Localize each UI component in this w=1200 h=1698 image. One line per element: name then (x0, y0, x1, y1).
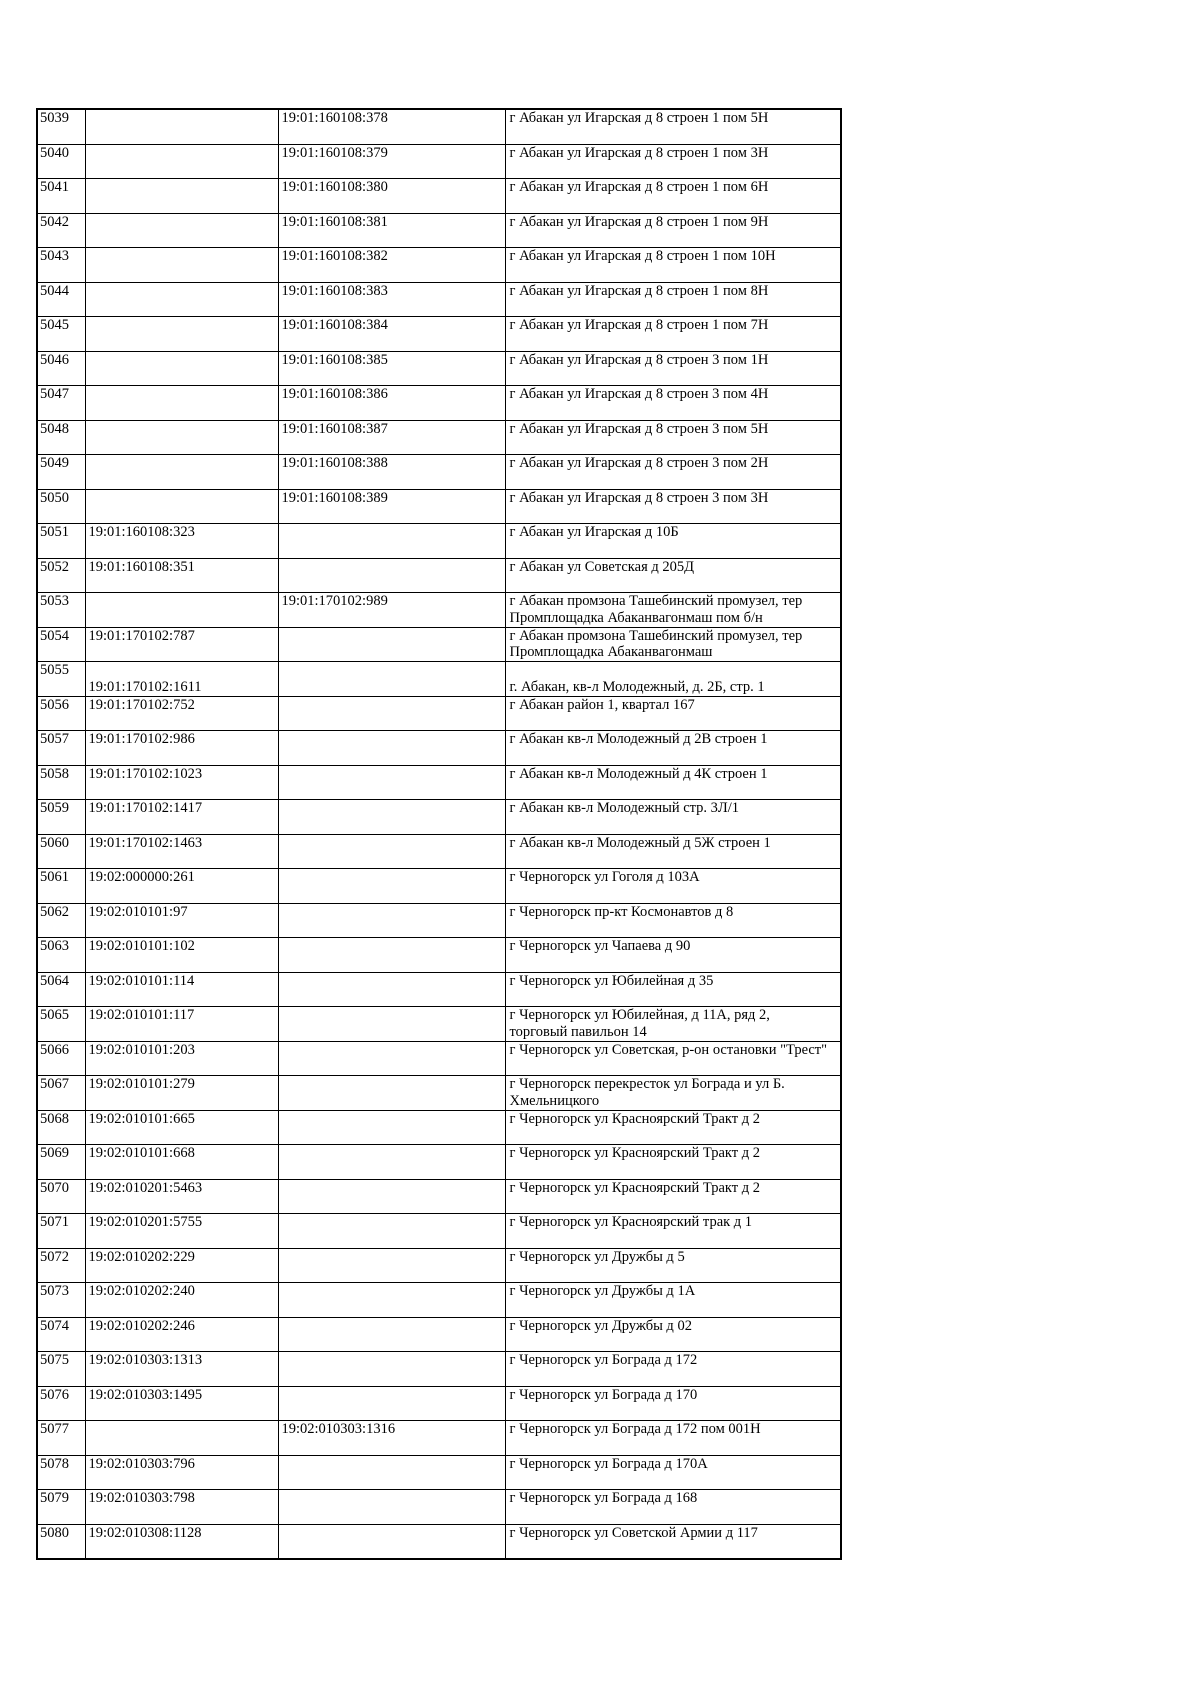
address-cell: г Абакан ул Игарская д 10Б (505, 524, 841, 559)
premise-cadastral-number-cell (278, 1490, 505, 1525)
address-cell: г Черногорск ул Бограда д 172 (505, 1352, 841, 1387)
premise-cadastral-number-cell (278, 1283, 505, 1318)
premise-cadastral-number-cell (278, 834, 505, 869)
premise-cadastral-number-cell (278, 1455, 505, 1490)
premise-cadastral-number-cell: 19:02:010303:1316 (278, 1421, 505, 1456)
parcel-cadastral-number-cell (85, 1421, 278, 1456)
row-number-cell: 5070 (37, 1179, 85, 1214)
table-row (37, 903, 841, 938)
table-row (37, 455, 841, 490)
parcel-cadastral-number-cell: 19:01:170102:1611 (85, 662, 278, 697)
address-cell: г Черногорск ул Бограда д 170А (505, 1455, 841, 1490)
table-row (37, 1455, 841, 1490)
parcel-cadastral-number-cell: 19:02:010101:102 (85, 938, 278, 973)
premise-cadastral-number-cell: 19:01:160108:388 (278, 455, 505, 490)
row-number-cell: 5046 (37, 351, 85, 386)
row-number-cell: 5054 (37, 627, 85, 662)
premise-cadastral-number-cell (278, 1524, 505, 1559)
address-cell: г Черногорск ул Красноярский Тракт д 2 (505, 1179, 841, 1214)
row-number-cell: 5074 (37, 1317, 85, 1352)
parcel-cadastral-number-cell: 19:02:000000:261 (85, 869, 278, 904)
premise-cadastral-number-cell (278, 1041, 505, 1076)
row-number-cell: 5076 (37, 1386, 85, 1421)
address-cell: г Черногорск ул Бограда д 170 (505, 1386, 841, 1421)
address-cell: г. Абакан, кв-л Молодежный, д. 2Б, стр. 1 (505, 662, 841, 697)
premise-cadastral-number-cell: 19:01:160108:384 (278, 317, 505, 352)
premise-cadastral-number-cell (278, 869, 505, 904)
address-cell: г Черногорск ул Красноярский Тракт д 2 (505, 1110, 841, 1145)
row-number-cell: 5077 (37, 1421, 85, 1456)
address-cell: г Абакан кв-л Молодежный д 2В строен 1 (505, 731, 841, 766)
premise-cadastral-number-cell (278, 765, 505, 800)
premise-cadastral-number-cell: 19:01:160108:389 (278, 489, 505, 524)
parcel-cadastral-number-cell: 19:02:010202:240 (85, 1283, 278, 1318)
parcel-cadastral-number-cell: 19:02:010201:5755 (85, 1214, 278, 1249)
address-cell: г Абакан ул Советская д 205Д (505, 558, 841, 593)
row-number-cell: 5050 (37, 489, 85, 524)
row-number-cell: 5059 (37, 800, 85, 835)
premise-cadastral-number-cell: 19:01:160108:379 (278, 144, 505, 179)
table-row (37, 1317, 841, 1352)
row-number-cell: 5072 (37, 1248, 85, 1283)
premise-cadastral-number-cell: 19:01:160108:387 (278, 420, 505, 455)
row-number-cell: 5066 (37, 1041, 85, 1076)
parcel-cadastral-number-cell (85, 420, 278, 455)
address-cell: г Абакан промзона Ташебинский промузел, тер Промплощадка Абаканвагонмаш (505, 627, 841, 662)
row-number-cell: 5039 (37, 109, 85, 144)
parcel-cadastral-number-cell: 19:01:170102:1417 (85, 800, 278, 835)
premise-cadastral-number-cell (278, 524, 505, 559)
address-cell: г Абакан ул Игарская д 8 строен 1 пом 5Н (505, 109, 841, 144)
row-number-cell: 5063 (37, 938, 85, 973)
parcel-cadastral-number-cell (85, 213, 278, 248)
row-number-cell: 5075 (37, 1352, 85, 1387)
table-row (37, 938, 841, 973)
row-number-cell: 5079 (37, 1490, 85, 1525)
parcel-cadastral-number-cell: 19:02:010303:1313 (85, 1352, 278, 1387)
premise-cadastral-number-cell (278, 1352, 505, 1387)
premise-cadastral-number-cell: 19:01:160108:380 (278, 179, 505, 214)
parcel-cadastral-number-cell (85, 248, 278, 283)
parcel-cadastral-number-cell (85, 144, 278, 179)
row-number-cell: 5040 (37, 144, 85, 179)
premise-cadastral-number-cell (278, 731, 505, 766)
premise-cadastral-number-cell (278, 972, 505, 1007)
address-cell: г Абакан кв-л Молодежный стр. 3Л/1 (505, 800, 841, 835)
row-number-cell: 5049 (37, 455, 85, 490)
table-row (37, 1007, 841, 1042)
premise-cadastral-number-cell (278, 938, 505, 973)
parcel-cadastral-number-cell: 19:02:010101:117 (85, 1007, 278, 1042)
premise-cadastral-number-cell (278, 1317, 505, 1352)
table-row (37, 1041, 841, 1076)
parcel-cadastral-number-cell (85, 317, 278, 352)
table-row (37, 248, 841, 283)
parcel-cadastral-number-cell: 19:02:010101:665 (85, 1110, 278, 1145)
table-row (37, 731, 841, 766)
parcel-cadastral-number-cell: 19:02:010101:203 (85, 1041, 278, 1076)
parcel-cadastral-number-cell: 19:02:010202:246 (85, 1317, 278, 1352)
row-number-cell: 5042 (37, 213, 85, 248)
row-number-cell: 5067 (37, 1076, 85, 1111)
row-number-cell: 5058 (37, 765, 85, 800)
parcel-cadastral-number-cell: 19:01:170102:752 (85, 696, 278, 731)
row-number-cell: 5043 (37, 248, 85, 283)
row-number-cell: 5060 (37, 834, 85, 869)
table-row (37, 144, 841, 179)
parcel-cadastral-number-cell: 19:02:010101:279 (85, 1076, 278, 1111)
address-cell: г Черногорск пр-кт Космонавтов д 8 (505, 903, 841, 938)
address-cell: г Абакан ул Игарская д 8 строен 1 пом 7Н (505, 317, 841, 352)
row-number-cell: 5056 (37, 696, 85, 731)
address-cell: г Абакан кв-л Молодежный д 5Ж строен 1 (505, 834, 841, 869)
row-number-cell: 5055 (37, 662, 85, 697)
parcel-cadastral-number-cell (85, 109, 278, 144)
row-number-cell: 5048 (37, 420, 85, 455)
table-row (37, 1421, 841, 1456)
table-row (37, 696, 841, 731)
address-cell: г Абакан ул Игарская д 8 строен 3 пом 3Н (505, 489, 841, 524)
premise-cadastral-number-cell: 19:01:160108:383 (278, 282, 505, 317)
row-number-cell: 5041 (37, 179, 85, 214)
row-number-cell: 5073 (37, 1283, 85, 1318)
address-cell: г Черногорск ул Гоголя д 103А (505, 869, 841, 904)
parcel-cadastral-number-cell: 19:02:010201:5463 (85, 1179, 278, 1214)
table-row (37, 1110, 841, 1145)
table-row (37, 1145, 841, 1180)
premise-cadastral-number-cell (278, 1076, 505, 1111)
address-cell: г Черногорск ул Дружбы д 5 (505, 1248, 841, 1283)
premise-cadastral-number-cell (278, 1386, 505, 1421)
table-row (37, 1179, 841, 1214)
address-cell: г Абакан район 1, квартал 167 (505, 696, 841, 731)
table-row (37, 489, 841, 524)
address-cell: г Абакан ул Игарская д 8 строен 3 пом 5Н (505, 420, 841, 455)
address-cell: г Черногорск ул Юбилейная д 35 (505, 972, 841, 1007)
premise-cadastral-number-cell (278, 696, 505, 731)
parcel-cadastral-number-cell: 19:01:160108:323 (85, 524, 278, 559)
premise-cadastral-number-cell: 19:01:160108:382 (278, 248, 505, 283)
parcel-cadastral-number-cell: 19:02:010101:668 (85, 1145, 278, 1180)
address-cell: г Черногорск ул Юбилейная, д 11А, ряд 2, торговый павильон 14 (505, 1007, 841, 1042)
address-cell: г Абакан ул Игарская д 8 строен 3 пом 1Н (505, 351, 841, 386)
row-number-cell: 5062 (37, 903, 85, 938)
parcel-cadastral-number-cell: 19:01:170102:1463 (85, 834, 278, 869)
table-row (37, 627, 841, 662)
premise-cadastral-number-cell (278, 1145, 505, 1180)
parcel-cadastral-number-cell: 19:01:160108:351 (85, 558, 278, 593)
row-number-cell: 5045 (37, 317, 85, 352)
premise-cadastral-number-cell (278, 1248, 505, 1283)
parcel-cadastral-number-cell (85, 351, 278, 386)
address-cell: г Черногорск перекресток ул Бограда и ул Б. Хмельницкого (505, 1076, 841, 1111)
table-row (37, 1386, 841, 1421)
premise-cadastral-number-cell (278, 627, 505, 662)
table-row (37, 213, 841, 248)
parcel-cadastral-number-cell (85, 593, 278, 628)
parcel-cadastral-number-cell (85, 489, 278, 524)
row-number-cell: 5061 (37, 869, 85, 904)
table-row (37, 834, 841, 869)
address-cell: г Абакан ул Игарская д 8 строен 1 пом 9Н (505, 213, 841, 248)
parcel-cadastral-number-cell: 19:02:010303:798 (85, 1490, 278, 1525)
table-row (37, 558, 841, 593)
address-cell: г Черногорск ул Дружбы д 1А (505, 1283, 841, 1318)
table-row (37, 662, 841, 697)
table-row (37, 765, 841, 800)
row-number-cell: 5053 (37, 593, 85, 628)
table-row (37, 179, 841, 214)
row-number-cell: 5071 (37, 1214, 85, 1249)
address-cell: г Черногорск ул Красноярский трак д 1 (505, 1214, 841, 1249)
table-row (37, 972, 841, 1007)
table-row (37, 1076, 841, 1111)
table-row (37, 800, 841, 835)
table-row (37, 1524, 841, 1559)
row-number-cell: 5080 (37, 1524, 85, 1559)
premise-cadastral-number-cell (278, 903, 505, 938)
row-number-cell: 5044 (37, 282, 85, 317)
row-number-cell: 5047 (37, 386, 85, 421)
address-cell: г Черногорск ул Красноярский Тракт д 2 (505, 1145, 841, 1180)
premise-cadastral-number-cell: 19:01:160108:385 (278, 351, 505, 386)
table-row (37, 593, 841, 628)
parcel-cadastral-number-cell: 19:02:010101:114 (85, 972, 278, 1007)
row-number-cell: 5051 (37, 524, 85, 559)
parcel-cadastral-number-cell (85, 282, 278, 317)
address-cell: г Абакан промзона Ташебинский промузел, тер Промплощадка Абаканвагонмаш пом б/н (505, 593, 841, 628)
table-row (37, 1248, 841, 1283)
address-cell: г Абакан ул Игарская д 8 строен 1 пом 10Н (505, 248, 841, 283)
row-number-cell: 5057 (37, 731, 85, 766)
row-number-cell: 5064 (37, 972, 85, 1007)
address-cell: г Черногорск ул Дружбы д 02 (505, 1317, 841, 1352)
address-cell: г Черногорск ул Бограда д 172 пом 001Н (505, 1421, 841, 1456)
premise-cadastral-number-cell: 19:01:160108:378 (278, 109, 505, 144)
table-row (37, 351, 841, 386)
property-registry-table (36, 108, 842, 1560)
parcel-cadastral-number-cell: 19:02:010308:1128 (85, 1524, 278, 1559)
premise-cadastral-number-cell (278, 558, 505, 593)
premise-cadastral-number-cell (278, 1179, 505, 1214)
row-number-cell: 5052 (37, 558, 85, 593)
address-cell: г Черногорск ул Бограда д 168 (505, 1490, 841, 1525)
table-row (37, 1352, 841, 1387)
table-row (37, 282, 841, 317)
table-row (37, 869, 841, 904)
parcel-cadastral-number-cell: 19:02:010303:796 (85, 1455, 278, 1490)
parcel-cadastral-number-cell: 19:01:170102:787 (85, 627, 278, 662)
parcel-cadastral-number-cell: 19:02:010101:97 (85, 903, 278, 938)
registry-table-body (37, 109, 841, 1559)
address-cell: г Абакан ул Игарская д 8 строен 1 пом 6Н (505, 179, 841, 214)
premise-cadastral-number-cell (278, 662, 505, 697)
address-cell: г Черногорск ул Советская, р-он остановки "Трест" (505, 1041, 841, 1076)
parcel-cadastral-number-cell: 19:01:170102:1023 (85, 765, 278, 800)
table-row (37, 386, 841, 421)
premise-cadastral-number-cell (278, 1007, 505, 1042)
premise-cadastral-number-cell: 19:01:160108:381 (278, 213, 505, 248)
row-number-cell: 5078 (37, 1455, 85, 1490)
table-row (37, 1283, 841, 1318)
premise-cadastral-number-cell (278, 800, 505, 835)
premise-cadastral-number-cell: 19:01:170102:989 (278, 593, 505, 628)
parcel-cadastral-number-cell (85, 455, 278, 490)
parcel-cadastral-number-cell (85, 179, 278, 214)
address-cell: г Черногорск ул Советской Армии д 117 (505, 1524, 841, 1559)
row-number-cell: 5068 (37, 1110, 85, 1145)
address-cell: г Черногорск ул Чапаева д 90 (505, 938, 841, 973)
row-number-cell: 5069 (37, 1145, 85, 1180)
address-cell: г Абакан ул Игарская д 8 строен 3 пом 2Н (505, 455, 841, 490)
address-cell: г Абакан ул Игарская д 8 строен 1 пом 8Н (505, 282, 841, 317)
table-row (37, 420, 841, 455)
table-row (37, 524, 841, 559)
address-cell: г Абакан ул Игарская д 8 строен 3 пом 4Н (505, 386, 841, 421)
parcel-cadastral-number-cell: 19:01:170102:986 (85, 731, 278, 766)
table-row (37, 1490, 841, 1525)
parcel-cadastral-number-cell: 19:02:010202:229 (85, 1248, 278, 1283)
row-number-cell: 5065 (37, 1007, 85, 1042)
table-row (37, 317, 841, 352)
parcel-cadastral-number-cell (85, 386, 278, 421)
address-cell: г Абакан ул Игарская д 8 строен 1 пом 3Н (505, 144, 841, 179)
table-row (37, 109, 841, 144)
address-cell: г Абакан кв-л Молодежный д 4К строен 1 (505, 765, 841, 800)
table-row (37, 1214, 841, 1249)
premise-cadastral-number-cell (278, 1110, 505, 1145)
premise-cadastral-number-cell (278, 1214, 505, 1249)
premise-cadastral-number-cell: 19:01:160108:386 (278, 386, 505, 421)
parcel-cadastral-number-cell: 19:02:010303:1495 (85, 1386, 278, 1421)
